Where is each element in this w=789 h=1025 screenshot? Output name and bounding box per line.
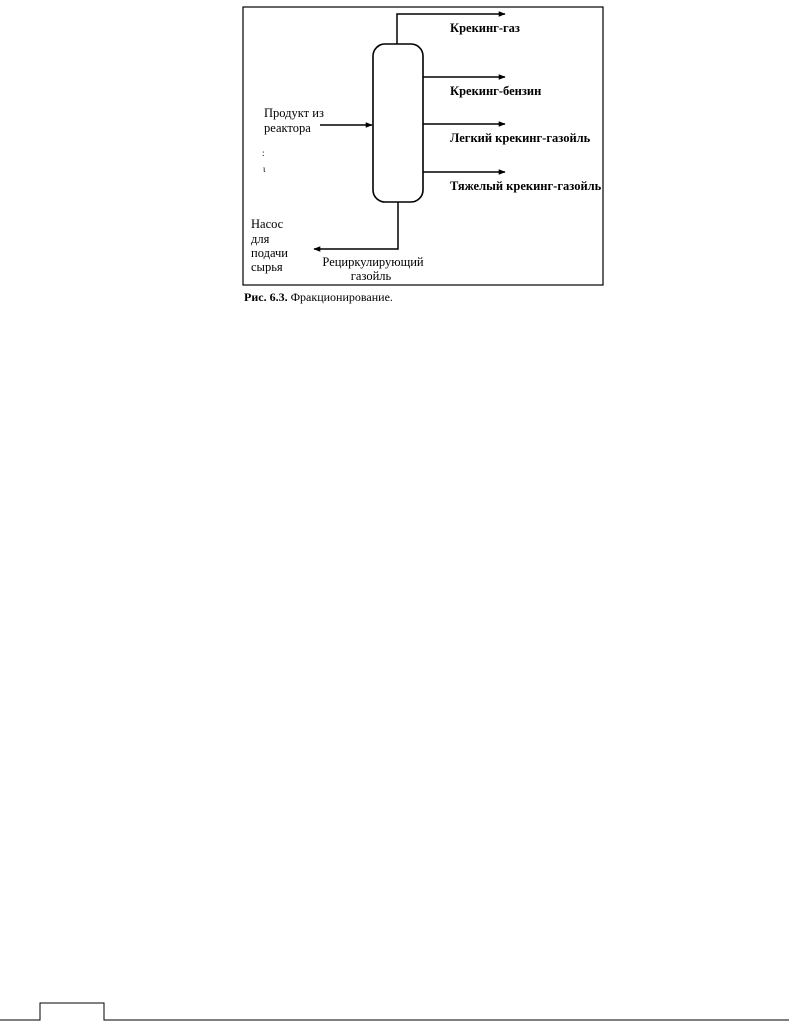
stray-mark-1: : [262,148,265,158]
pump-label-line2: для [251,232,270,246]
figure-number: Рис. 6.3. [244,290,288,304]
cracking-gas-label: Крекинг-газ [450,21,520,35]
pump-label-line3: подачи [251,246,288,260]
page-bottom-rule [0,1003,789,1020]
light-gasoil-label: Легкий крекинг-газойль [450,131,591,145]
stray-mark-2: ι [263,164,266,174]
cracking-gasoline-label: Крекинг-бензин [450,84,542,98]
recycle-label-line1: Рециркулирующий [322,255,424,269]
figure-caption [244,290,393,305]
recycle-line [314,202,398,249]
recycle-label-line2: газойль [350,269,392,283]
fractionation-column [373,44,423,202]
pump-label-line1: Насос [251,217,284,231]
heavy-gasoil-label: Тяжелый крекинг-газойль [450,179,602,193]
pump-label-line4: сырья [251,260,283,274]
feed-label-line2: реактора [264,121,311,135]
figure-caption-text: Фракционирование. [290,290,393,304]
feed-label-line1: Продукт из [264,106,324,120]
